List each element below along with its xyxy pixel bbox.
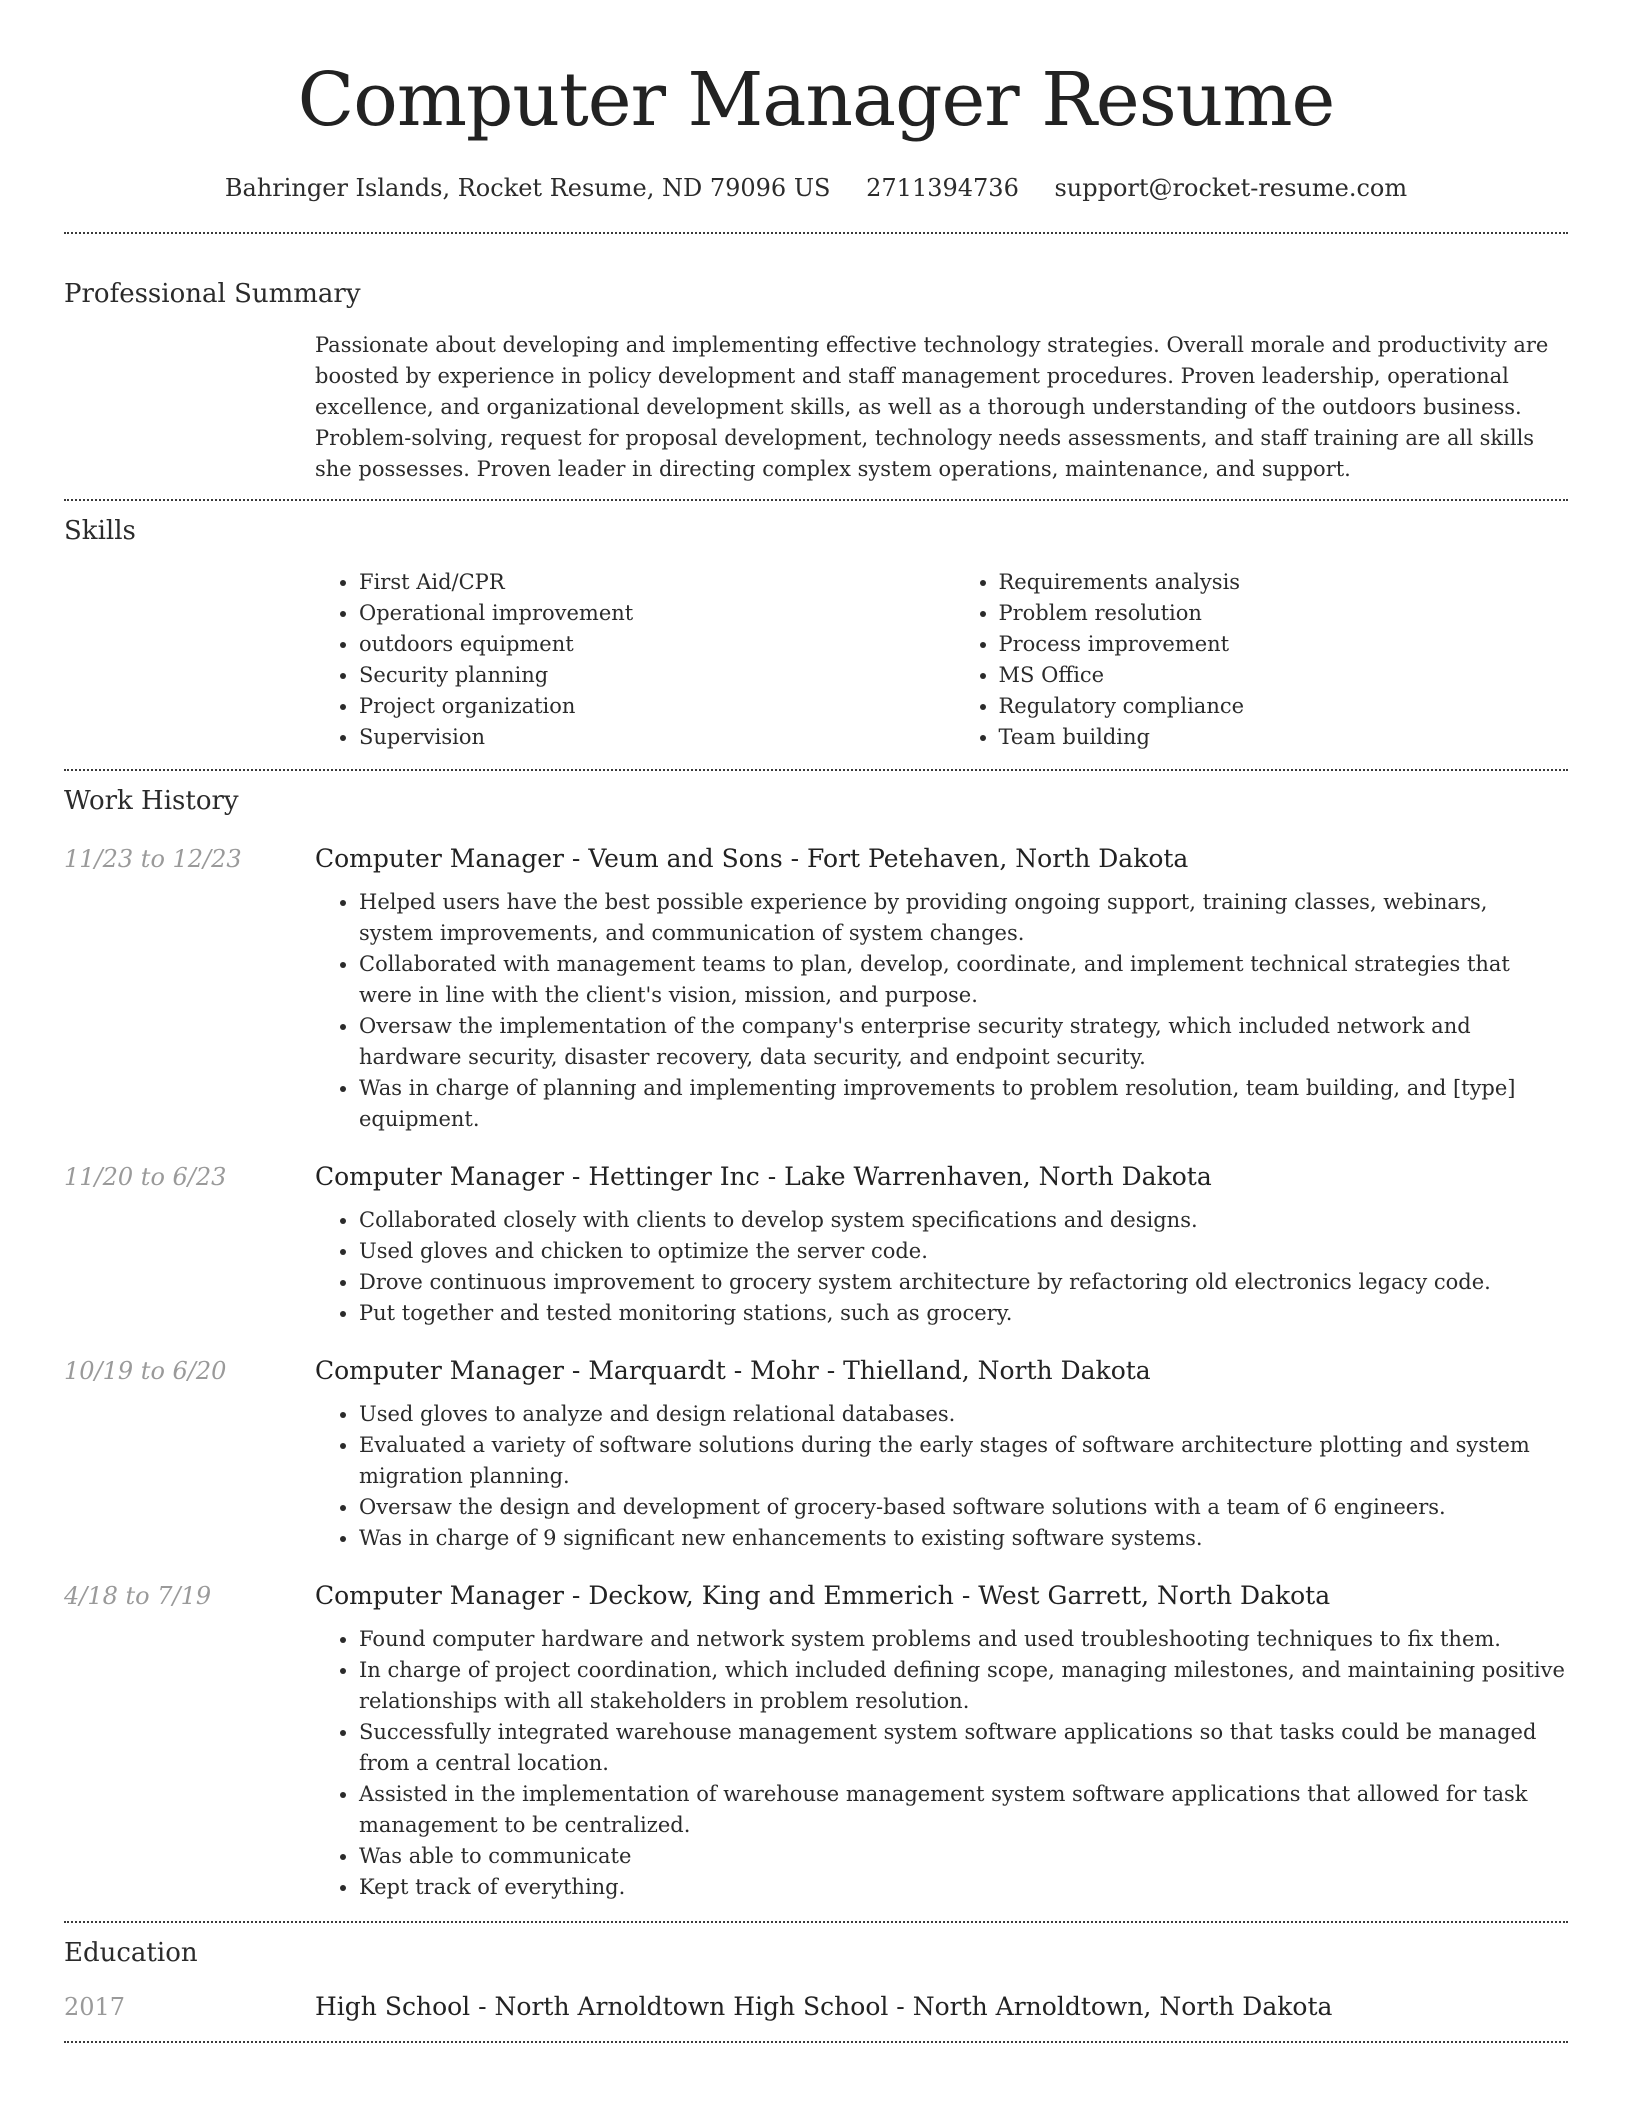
job-bullet: • Used gloves to analyze and design relational databases.: [359, 1399, 1568, 1430]
education-heading: Education: [64, 1938, 198, 1968]
resume-title: Computer Manager Resume: [297, 57, 1335, 143]
skill-item: • Security planning: [359, 660, 929, 691]
job-bullet: • In charge of project coordination, which included defining scope, managing milestones, and maintaining positive relationships with all stakeholders in problem resolution.: [359, 1655, 1568, 1717]
contact-email[interactable]: support@rocket-resume.com: [1054, 174, 1408, 202]
section-divider: [64, 499, 1568, 501]
skills-heading: Skills: [64, 516, 136, 546]
skill-item: • outdoors equipment: [359, 629, 929, 660]
job-bullet: • Kept track of everything.: [359, 1872, 1568, 1903]
job-bullet: • Was in charge of planning and implementing improvements to problem resolution, team building, and [type] equipment.: [359, 1073, 1568, 1135]
job-date: 10/19 to 6/20: [64, 1357, 227, 1385]
job-bullet: • Assisted in the implementation of warehouse management system software applications that allowed for task management to be centralized.: [359, 1779, 1568, 1841]
job-entry: [64, 1157, 1568, 1329]
summary-text: Passionate about developing and implementing effective technology strategies. Overall morale and productivity are boosted by experience in policy development and staff management procedures. Proven leadership, operational excellence, and organizational development skills, as well as a thorough understanding of the outdoors business. Problem-solving, request for proposal development, technology needs assessments, and staff training are all skills she possesses. Proven leader in directing complex system operations, maintenance, and support.: [315, 333, 1549, 481]
job-bullets: [315, 1399, 1568, 1554]
job-bullet: • Used gloves and chicken to optimize the server code.: [359, 1236, 1568, 1267]
job-title: Computer Manager - Veum and Sons - Fort Petehaven, North Dakota: [315, 844, 1189, 873]
job-entry: [64, 1576, 1568, 1903]
job-bullet: • Found computer hardware and network system problems and used troubleshooting techniques to fix them.: [359, 1624, 1568, 1655]
job-bullets: [315, 887, 1568, 1135]
skills-section: [64, 511, 1568, 753]
skill-item: • Problem resolution: [999, 598, 1569, 629]
job-bullets: [315, 1624, 1568, 1903]
job-bullet: • Collaborated closely with clients to develop system specifications and designs.: [359, 1205, 1568, 1236]
job-title: Computer Manager - Deckow, King and Emmerich - West Garrett, North Dakota: [315, 1581, 1331, 1610]
resume-page: [64, 0, 1568, 2043]
job-date: 11/20 to 6/23: [64, 1163, 227, 1191]
job-date: 4/18 to 7/19: [64, 1582, 212, 1610]
job-entry: [64, 1351, 1568, 1554]
skills-list-left: [315, 567, 929, 753]
job-bullet: • Put together and tested monitoring stations, such as grocery.: [359, 1298, 1568, 1329]
section-divider: [64, 232, 1568, 234]
job-bullets: [315, 1205, 1568, 1329]
job-title: Computer Manager - Marquardt - Mohr - Thielland, North Dakota: [315, 1356, 1151, 1385]
job-bullet: • Was in charge of 9 significant new enhancements to existing software systems.: [359, 1523, 1568, 1554]
summary-heading: Professional Summary: [64, 279, 361, 309]
section-divider: [64, 769, 1568, 771]
job-date: 11/23 to 12/23: [64, 845, 242, 873]
job-bullet: • Drove continuous improvement to grocery system architecture by refactoring old electronics legacy code.: [359, 1267, 1568, 1298]
job-bullet: • Oversaw the implementation of the company's enterprise security strategy, which included network and hardware security, disaster recovery, data security, and endpoint security.: [359, 1011, 1568, 1073]
education-entry: [64, 1987, 1568, 2027]
job-bullet: • Oversaw the design and development of grocery-based software solutions with a team of 6 engineers.: [359, 1492, 1568, 1523]
job-title: Computer Manager - Hettinger Inc - Lake Warrenhaven, North Dakota: [315, 1162, 1212, 1191]
skills-list-right: [929, 567, 1569, 753]
education-title: High School - North Arnoldtown High School - North Arnoldtown, North Dakota: [315, 1992, 1333, 2021]
job-bullet: • Collaborated with management teams to plan, develop, coordinate, and implement technical strategies that were in line with the client's vision, mission, and purpose.: [359, 949, 1568, 1011]
skill-item: • Process improvement: [999, 629, 1569, 660]
job-bullet: • Helped users have the best possible experience by providing ongoing support, training classes, webinars, system improvements, and communication of system changes.: [359, 887, 1568, 949]
skill-item: • Requirements analysis: [999, 567, 1569, 598]
skill-item: • Supervision: [359, 722, 929, 753]
job-bullet: • Evaluated a variety of software solutions during the early stages of software architecture plotting and system migration planning.: [359, 1430, 1568, 1492]
skill-item: • MS Office: [999, 660, 1569, 691]
section-divider: [64, 1921, 1568, 1923]
job-bullet: • Was able to communicate: [359, 1841, 1568, 1872]
contact-address: Bahringer Islands, Rocket Resume, ND 79096 US: [224, 174, 831, 202]
work-section: [64, 781, 1568, 1903]
job-entry: [64, 839, 1568, 1135]
job-bullet: • Successfully integrated warehouse management system software applications so that tasks could be managed from a central location.: [359, 1717, 1568, 1779]
skill-item: • Operational improvement: [359, 598, 929, 629]
section-divider: [64, 2041, 1568, 2043]
education-date: 2017: [64, 1993, 126, 2021]
contact-line: [64, 170, 1568, 206]
contact-phone: 2711394736: [866, 174, 1019, 202]
work-heading: Work History: [64, 786, 239, 816]
skill-item: • Project organization: [359, 691, 929, 722]
summary-section: [64, 274, 1568, 485]
skill-item: • Regulatory compliance: [999, 691, 1569, 722]
skill-item: • First Aid/CPR: [359, 567, 929, 598]
skill-item: • Team building: [999, 722, 1569, 753]
education-section: [64, 1933, 1568, 2027]
